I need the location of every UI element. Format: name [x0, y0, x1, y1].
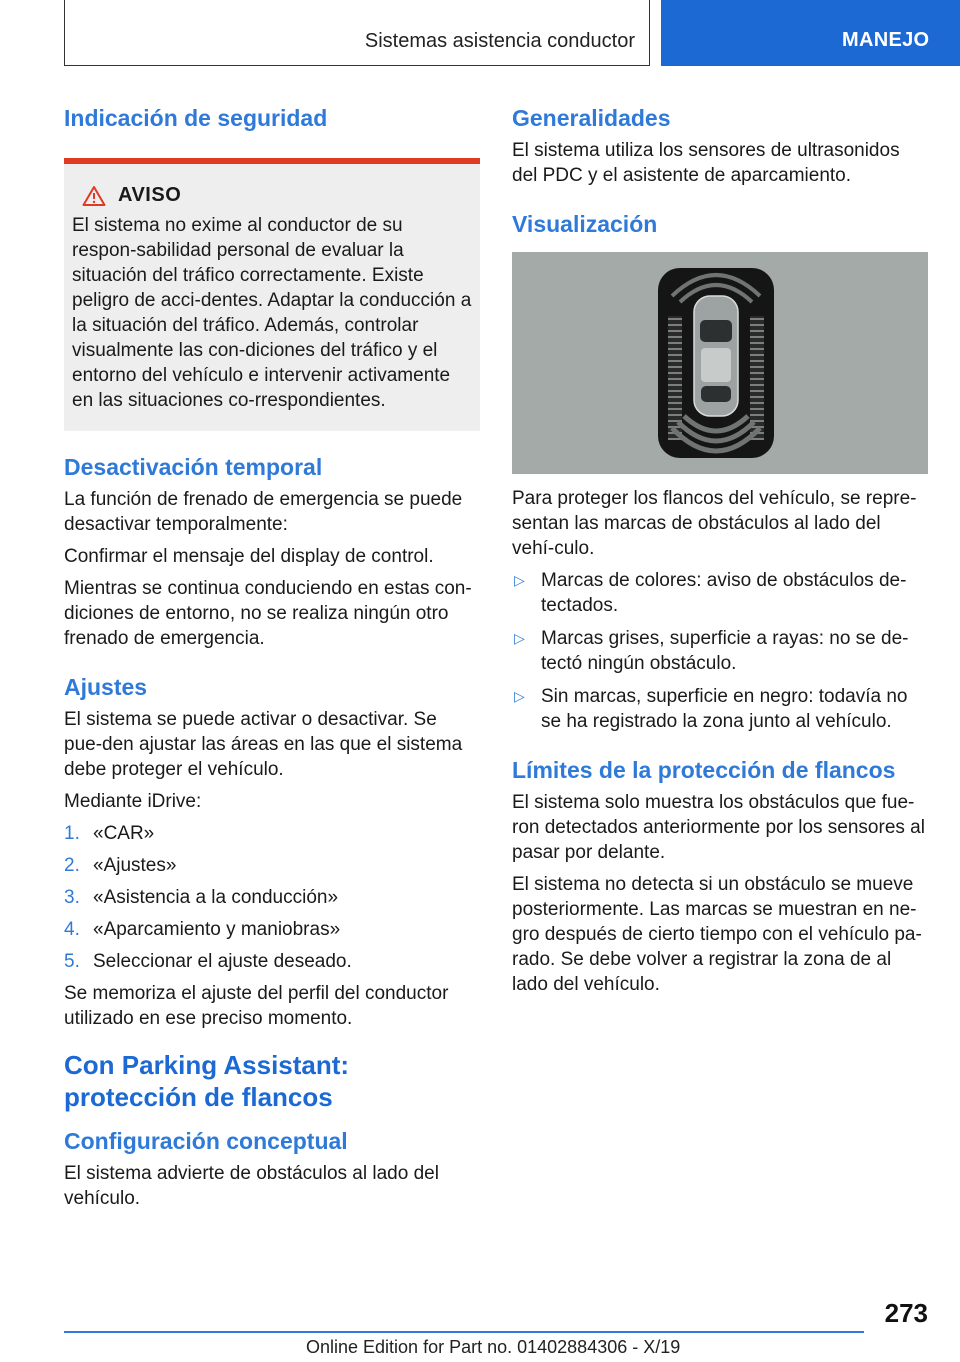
side-protection-illustration	[512, 252, 928, 474]
paragraph: La función de frenado de emergencia se puede desactivar temporalmente:	[64, 489, 463, 535]
section-title: Sistemas asistencia conductor	[364, 30, 635, 52]
step-item	[64, 821, 480, 846]
list-item-text: Marcas de colores: aviso de obstáculos de-tectados.	[541, 570, 907, 616]
step-item	[64, 949, 480, 974]
list-item-text: Sin marcas, superficie en negro: todavía no se ha registrado la zona junto al vehículo.	[541, 686, 908, 732]
step-number: 1.	[64, 823, 80, 844]
display-heading: Visualización	[512, 211, 658, 237]
paragraph: El sistema se puede activar o desactivar. Se pue-den ajustar las áreas en las que el sistema debe proteger el vehículo.	[64, 709, 463, 780]
steps-list	[64, 821, 480, 974]
warning-box	[64, 158, 480, 431]
settings-heading: Ajustes	[64, 674, 148, 700]
step-item	[64, 917, 480, 942]
warning-triangle-icon	[82, 185, 106, 207]
limits-heading: Límites de la protección de flancos	[512, 757, 896, 783]
list-item	[512, 568, 928, 618]
paragraph: El sistema utiliza los sensores de ultrasonidos del PDC y el asistente de aparcamiento.	[512, 140, 900, 186]
paragraph: Para proteger los flancos del vehículo, se repre-sentan las marcas de obstáculos al lado del vehí-culo.	[512, 488, 917, 559]
edition-note: Online Edition for Part no. 01402884306 - X/19	[306, 1337, 681, 1357]
paragraph: Mientras se continua conduciendo en estas con-diciones de entorno, no se realiza ningún otro frenado de emergencia.	[64, 578, 472, 649]
triangle-right-icon: ▷	[514, 630, 525, 646]
list-item	[512, 684, 928, 734]
deactivation-heading: Desactivación temporal	[64, 454, 323, 480]
paragraph: Confirmar el mensaje del display de control.	[64, 546, 434, 567]
paragraph: El sistema advierte de obstáculos al lado del vehículo.	[64, 1163, 439, 1209]
general-heading: Generalidades	[512, 105, 671, 131]
paragraph: Mediante iDrive:	[64, 791, 202, 812]
step-number: 2.	[64, 855, 80, 876]
paragraph: El sistema solo muestra los obstáculos que fue-ron detectados anteriormente por los sensores al pasar por delante.	[512, 792, 925, 863]
paragraph: Se memoriza el ajuste del perfil del conductor utilizado en ese preciso momento.	[64, 983, 449, 1029]
step-number: 3.	[64, 887, 80, 908]
left-column	[64, 100, 480, 1218]
step-text: «Ajustes»	[93, 855, 177, 876]
warning-header	[76, 184, 472, 207]
marks-list	[512, 568, 928, 734]
step-item	[64, 885, 480, 910]
footer-divider	[64, 1331, 864, 1333]
list-item-text: Marcas grises, superficie a rayas: no se de-tectó ningún obstáculo.	[541, 628, 909, 674]
safety-heading: Indicación de seguridad	[64, 105, 328, 131]
step-text: «CAR»	[93, 823, 155, 844]
step-text: «Aparcamiento y maniobras»	[93, 919, 341, 940]
triangle-right-icon: ▷	[514, 572, 525, 588]
step-text: Seleccionar el ajuste deseado.	[93, 951, 352, 972]
warning-title: AVISO	[118, 184, 182, 206]
step-number: 5.	[64, 951, 80, 972]
step-text: «Asistencia a la conducción»	[93, 887, 339, 908]
car-top-view-graphic	[512, 252, 928, 474]
warning-text: El sistema no exime al conductor de su respon-sabilidad personal de evaluar la situación del tráfico correctamente. Existe peligro de acci-dentes. Adaptar la conducción a la situación del tráfico. Además, controlar visualmente las con-diciones del tráfico y el entorno del vehículo e intervenir activamente en las situaciones co-rrespondientes.	[72, 215, 472, 411]
parking-heading: Con Parking Assistant: protección de flancos	[64, 1050, 350, 1112]
chapter-tab-label: MANEJO	[842, 29, 930, 51]
concept-heading: Configuración conceptual	[64, 1128, 348, 1154]
page-number: 273	[884, 1298, 928, 1328]
paragraph: El sistema no detecta si un obstáculo se mueve posteriormente. Las marcas se muestran en ne-gro después de cierto tiempo con el vehículo pa-rado. Se debe volver a registrar la zona de al lado del vehículo.	[512, 874, 922, 995]
list-item	[512, 626, 928, 676]
step-number: 4.	[64, 919, 80, 940]
right-column	[512, 100, 928, 1004]
step-item	[64, 853, 480, 878]
header-box	[64, 0, 650, 66]
triangle-right-icon: ▷	[514, 688, 525, 704]
